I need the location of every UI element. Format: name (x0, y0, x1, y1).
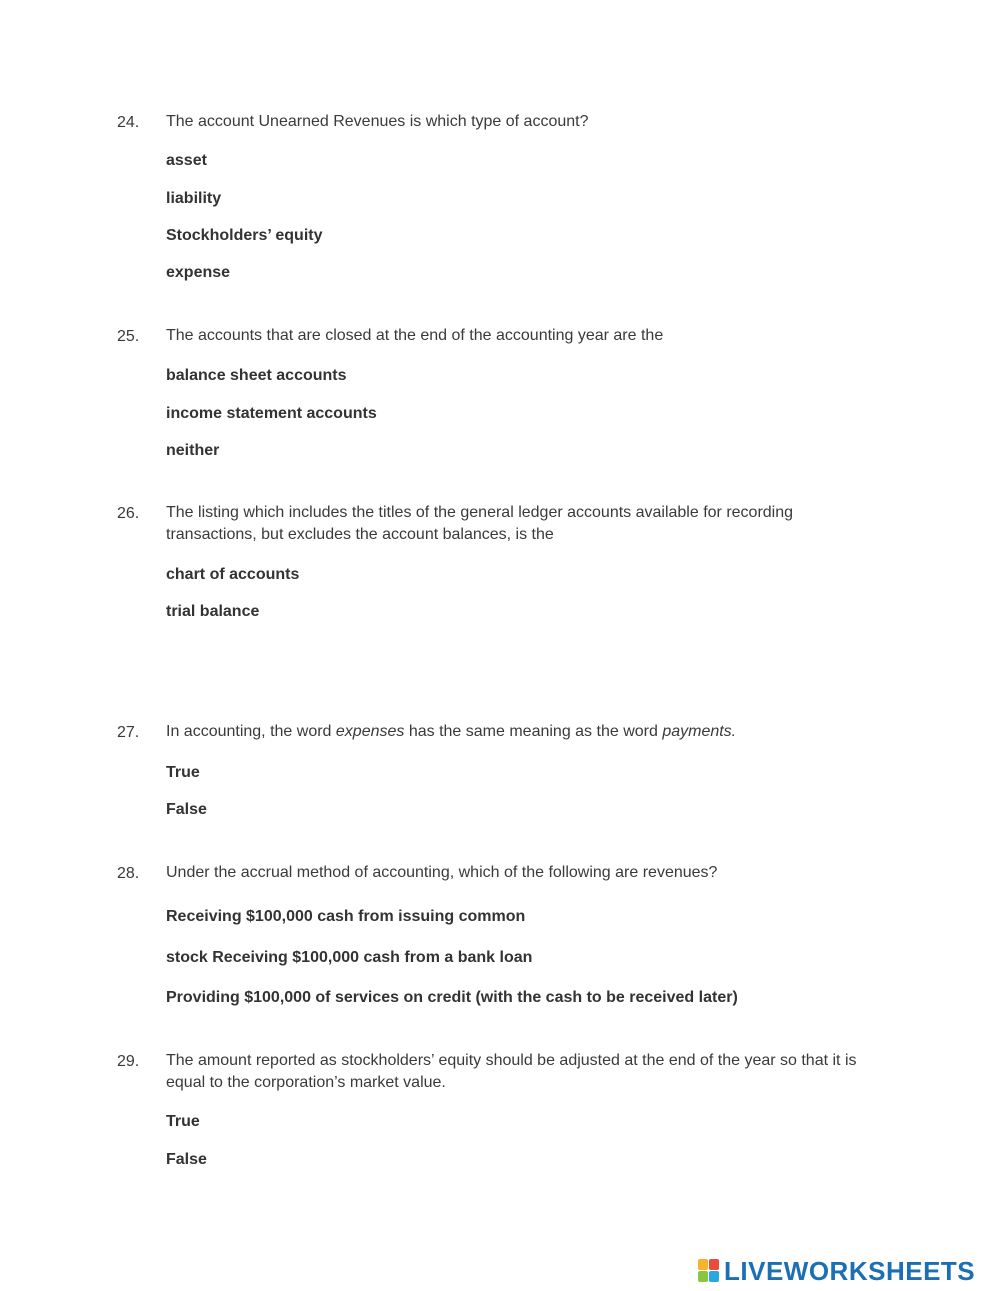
answer-option[interactable]: False (166, 1151, 207, 1168)
stem-text: has the same meaning as the word (404, 723, 663, 740)
stem-text: In accounting, the word (166, 723, 336, 740)
logo-text: LIVEWORKSHEETS (724, 1255, 976, 1286)
answer-option[interactable]: Stockholders’ equity (166, 227, 323, 244)
question-number: 26. (117, 505, 140, 522)
question-number: 28. (117, 865, 140, 882)
answer-option[interactable]: Providing $100,000 of services on credit (with the cash to be received later) (166, 989, 738, 1006)
logo-blocks-icon (698, 1259, 720, 1283)
question-stem: Under the accrual method of accounting, which of the following are revenues? (166, 864, 718, 881)
question-stem: The amount reported as stockholders’ equity should be adjusted at the end of the year so that it is equal to the corporation’s market value. (166, 1052, 857, 1091)
answer-option[interactable]: balance sheet accounts (166, 367, 347, 384)
question-number: 25. (117, 328, 140, 345)
answer-option[interactable]: trial balance (166, 603, 260, 620)
answer-option[interactable]: expense (166, 264, 231, 281)
liveworksheets-logo (698, 1256, 975, 1286)
question-stem: The accounts that are closed at the end of the accounting year are the (166, 327, 664, 344)
answer-option[interactable]: stock Receiving $100,000 cash from a bank loan (166, 949, 533, 966)
stem-italic-term: expenses (335, 723, 405, 740)
answer-option[interactable]: liability (166, 190, 222, 207)
question-stem: The account Unearned Revenues is which type of account? (166, 113, 589, 130)
answer-option[interactable]: True (166, 1113, 200, 1130)
question-stem (166, 721, 886, 743)
answer-option[interactable]: True (166, 764, 200, 781)
answer-option[interactable]: neither (166, 442, 220, 459)
question-stem: The listing which includes the titles of the general ledger accounts available for recording transactions, but excludes the account balances, is the (166, 504, 794, 543)
stem-italic-term: payments. (662, 723, 737, 740)
answer-option[interactable]: False (166, 801, 207, 818)
answer-option[interactable]: income statement accounts (166, 405, 377, 422)
question-number: 27. (117, 724, 140, 741)
question-number: 24. (117, 114, 140, 131)
answer-option[interactable]: chart of accounts (166, 566, 300, 583)
question-number: 29. (117, 1053, 140, 1070)
answer-option[interactable]: Receiving $100,000 cash from issuing common (166, 908, 526, 925)
answer-option[interactable]: asset (166, 152, 207, 169)
